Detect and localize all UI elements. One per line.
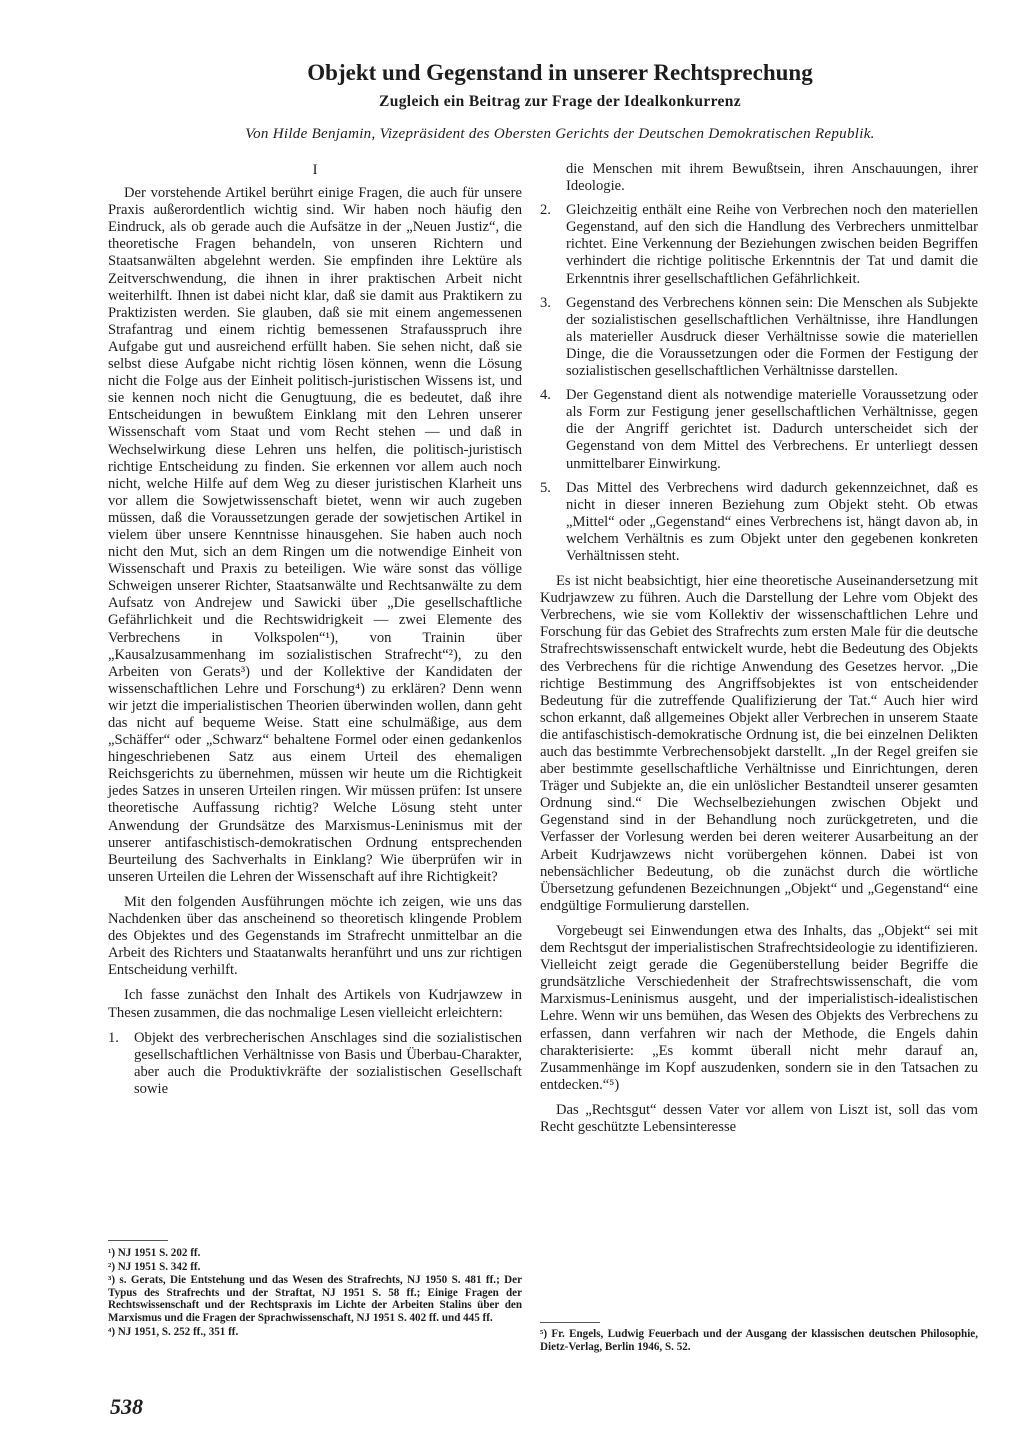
paragraph: Es ist nicht beabsichtigt, hier eine theoretische Auseinandersetzung mit Kudrjawzew zu führen. Auch die Darstellung der Lehre vom Objekt des Verbrechens, wie sie vom Kollektiv der wissenschaftlichen Lehre und Forschung für das Gebiet des Strafrechts zum ersten Male für die deutsche Strafrechtswissenschaft entwickelt wurde, hebt die Bedeutung des Objekts des Verbrechens für die richtige Anwendung des Gesetzes hervor. „Die richtige Bestimmung des Angriffsobjektes ist von entscheidender Bedeutung für die zutreffende Qualifizierung der Tat.“ Auch hier wird schon erkannt, daß allgemeines Objekt aller Verbrechen in unserem Staate die antifaschistisch-demokratische Ordnung ist, die bei einzelnen Delikten auch das bestimmte Verbrechensobjekt darstellt. „In der Regel greifen sie aber bestimmte gesellschaftliche Verhältnisse und Einrichtungen, deren Träger und Subjekte an, die ein unlöslicher Bestandteil unserer gesamten Ordnung sind.“ Die Wechselbeziehungen zwischen Objekt und Gegenstand sind in der Behandlung noch zurückgetreten, und die Verfasser der Vorlesung werden bei deren weiterer Ausarbeitung an der Arbeit Kudrjawzews nicht vorübergehen können. Dabei ist von nebensächlicher Bedeutung, ob die zunächst durch die wörtliche Übersetzung gefundenen Bezeichnungen „Objekt“ und „Gegenstand“ eine endgültige Formulierung darstellen. (540, 573, 978, 914)
list-item (540, 161, 978, 195)
list-item-number: 1. (108, 1029, 119, 1046)
list-item (108, 1030, 522, 1098)
list-item-number: 2. (540, 202, 551, 219)
list-item (540, 480, 978, 565)
list-item-text: Das Mittel des Verbrechens wird dadurch gekennzeichnet, daß es nicht in dieser inneren Beziehung zum Objekt steht. Ob etwas „Mittel“ oder „Gegenstand“ eines Verbrechens ist, hängt davon ab, in welchem Verhältnis es zum Objekt unter den gegebenen konkreten Verhältnissen steht. (566, 479, 978, 564)
footnote: ¹) NJ 1951 S. 202 ff. (108, 1247, 201, 1259)
list-item-text: Der Gegenstand dient als notwendige materielle Voraussetzung oder als Form zur Festigung jener gesellschaftlichen Verhältnisse, gegen die der Angriff gerichtet ist. Dadurch unterscheidet sich der Gegenstand von dem Mittel des Verbrechens. Er unterliegt dessen unmittelbarer Einwirkung. (566, 387, 978, 472)
thesis-list (108, 1030, 522, 1098)
list-item-number (540, 161, 566, 195)
footnotes-right (540, 1328, 978, 1354)
footnote: ³) s. Gerats, Die Entstehung und das Wesen des Strafrechts, NJ 1950 S. 481 ff.; Der Typus des Strafrechts und der Straftat, NJ 1951 S. 58 ff.; Einige Fragen der Rechtswissenschaft und der Rechtspraxis im Lichte der Arbeiten Stalins über den Marxismus und die Fragen der Sprachwissenschaft, NJ 1951 S. 402 ff. und 445 ff. (108, 1274, 522, 1324)
list-item-text: Objekt des verbrecherischen Anschlages sind die sozialistischen gesellschaftlichen Verhältnisse von Basis und Überbau-Charakter, aber auch die Produktivkräfte der sozialistischen Gesellschaft sowie (134, 1029, 522, 1097)
footnote: ⁴) NJ 1951, S. 252 ff., 351 ff. (108, 1325, 239, 1338)
paragraph: Der vorstehende Artikel berührt einige Fragen, die auch für unsere Praxis außerordentlich wichtig sind. Wir haben noch häufig den Eindruck, als ob gerade auch die Aufsätze in der „Neuen Justiz“, die theoretische Fragen behandeln, von unseren Richtern und Staatsanwälten abgelehnt werden. Sie empfinden ihre Lektüre als Zeitverschwendung, die ihnen in ihrer praktischen Arbeit nicht weiterhilft. Ihnen ist dabei nicht klar, daß sie damit aus Praktikern zu Praktizisten werden. Sie glauben, daß sie mit einem angemessenen Strafantrag und einem richtig bemessenen Strafausspruch ihre Aufgabe gut und ausreichend erfüllt haben. Sie sehen nicht, daß sie selbst diese Aufgabe nicht richtig lösen können, wenn die Lösung nicht die Folge aus der Einheit politisch-juristischen Wissens ist, und sie kennen noch nicht die Genugtuung, die es bedeutet, daß ihre Entscheidungen in bewußtem Einklang mit den Lehren unserer Wissenschaft vom Staat und vom Recht stehen — und daß in Wechselwirkung diese Lehren uns helfen, die politisch-juristisch richtige Entscheidung zu finden. Sie erkennen vor allem auch noch nicht, welche Hilfe auf dem Weg zu dieser juristischen Klarheit uns vor allem die Sowjetwissenschaft bietet, wenn wir auch zugeben müssen, daß die Voraussetzungen gerade der sowjetischen Artikel in vielem über unsere Kenntnisse hinausgehen. Sie haben auch noch nicht den Mut, sich an dem Ringen um die notwendige Einheit von Wissenschaft und Praxis zu beteiligen. Wie wäre sonst das völlige Schweigen unserer Richter, Staatsanwälte und Rechtsanwälte zu dem Aufsatz von Andrejew und Sawicki über „Die gesellschaftliche Gefährlichkeit und die Rechtswidrigkeit — zwei Elemente des Verbrechens in Volkspolen“¹), von Trainin über „Kausalzusammenhang im sozialistischen Strafrecht“²), zu den Arbeiten von Gerats³) und der Kollektive der Kandidaten der wissenschaftlichen Lehre und Forschung⁴) zu erklären? Denn wenn wir jetzt die imperialistischen Theorien überwinden wollen, dann geht das nicht auf bequeme Weise. Statt eine schulmäßige, aus dem „Schäffer“ oder „Schwarz“ behaltene Formel oder einen gedankenlos hingeschriebenen Satz aus einem Urteil des ehemaligen Reichsgerichts zu übernehmen, müssen wir heute um die Richtigkeit jedes Satzes in unseren Urteilen ringen. Wir müssen prüfen: Ist unsere theoretische Auffassung richtig? Welche Lösung steht unter Anwendung der Grundsätze des Marxismus-Leninismus mit der unserer antifaschistisch-demokratischen Ordnung entsprechenden Beurteilung des Sachverhalts in Einklang? Wie überprüfen wir in unseren Urteilen die Lehren der Wissenschaft auf ihre Richtigkeit? (108, 185, 522, 885)
list-item (540, 387, 978, 472)
right-column (540, 161, 978, 1144)
footnotes-left (108, 1247, 522, 1339)
thesis-list-continued (540, 161, 978, 565)
article-subtitle: Zugleich ein Beitrag zur Frage der Idealkonkurrenz (379, 93, 741, 110)
list-item-number: 4. (540, 387, 551, 404)
paragraph: Das „Rechtsgut“ dessen Vater vor allem von Liszt ist, soll das vom Recht geschützte Lebensinteresse (540, 1101, 978, 1135)
footnote: ⁵) Fr. Engels, Ludwig Feuerbach und der Ausgang der klassischen deutschen Philosophie, Dietz-Verlag, Berlin 1946, S. 52. (540, 1328, 978, 1353)
paragraph: Ich fasse zunächst den Inhalt des Artikels von Kudrjawzew in Thesen zusammen, die das nochmalige Lesen vielleicht erleichtern: (108, 987, 522, 1021)
section-numeral: I (312, 162, 318, 178)
list-item-number: 5. (540, 479, 551, 496)
article-title: Objekt und Gegenstand in unserer Rechtsprechung (307, 60, 813, 85)
page-number: 538 (110, 1394, 143, 1419)
list-item-text: Gegenstand des Verbrechens können sein: Die Menschen als Subjekte der sozialistischen gesellschaftlichen Verhältnisse, ihre Handlungen als materieller Ausdruck dieser Verhältnisse sowie die materiellen Dinge, die die Voraussetzungen oder die Formen der Festigung der sozialistischen gesellschaftlichen Verhältnisse darstellen. (566, 294, 978, 380)
author-byline: Von Hilde Benjamin, Vizepräsident des Obersten Gerichts der Deutschen Demokratischen Republik. (245, 126, 875, 142)
footnote-divider (540, 1322, 600, 1323)
left-column (108, 162, 522, 1106)
paragraph: Vorgebeugt sei Einwendungen etwa des Inhalts, das „Objekt“ sei mit dem Rechtsgut der imperialistischen Strafrechtsideologie zu identifizieren. Vielleicht zeigt gerade die Gegenüberstellung beider Begriffe die grundsätzliche Verschiedenheit der Strafrechtswissenschaft, die vom Marxismus-Leninismus ausgeht, und der imperialistisch-idealistischen Lehre. Wenn wir uns bemühen, das Wesen des Objekts des Verbrechens zu erfassen, dann verfahren wir nach der Methode, die Engels dahin charakterisierte: „Es kommt überall nicht mehr darauf an, Zusammenhänge im Kopf auszudenken, sondern sie in den Tatsachen zu entdecken.“⁵) (540, 922, 978, 1093)
paragraph: Mit den folgenden Ausführungen möchte ich zeigen, wie uns das Nachdenken über das anscheinend so theoretisch klingende Problem des Objektes und des Gegenstands im Strafrecht unmittelbar an die Arbeit des Richters und Staatanwalts heranführt und uns zur richtigen Entscheidung verhilft. (108, 893, 522, 979)
list-item-text: die Menschen mit ihrem Bewußtsein, ihren Anschauungen, ihrer Ideologie. (566, 161, 978, 195)
footnote: ²) NJ 1951 S. 342 ff. (108, 1260, 201, 1273)
list-item (540, 295, 978, 380)
list-item-number: 3. (540, 294, 551, 311)
list-item (540, 202, 978, 287)
list-item-text: Gleichzeitig enthält eine Reihe von Verbrechen noch den materiellen Gegenstand, auf den sich die Handlung des Verbrechers unmittelbar richtet. Eine Verkennung der Beziehungen zwischen beiden Begriffen verhindert die richtige politische Erkenntnis der Tat und damit die Erkenntnis ihrer gesellschaftlichen Gefährlichkeit. (566, 202, 978, 287)
footnote-divider (108, 1240, 168, 1241)
